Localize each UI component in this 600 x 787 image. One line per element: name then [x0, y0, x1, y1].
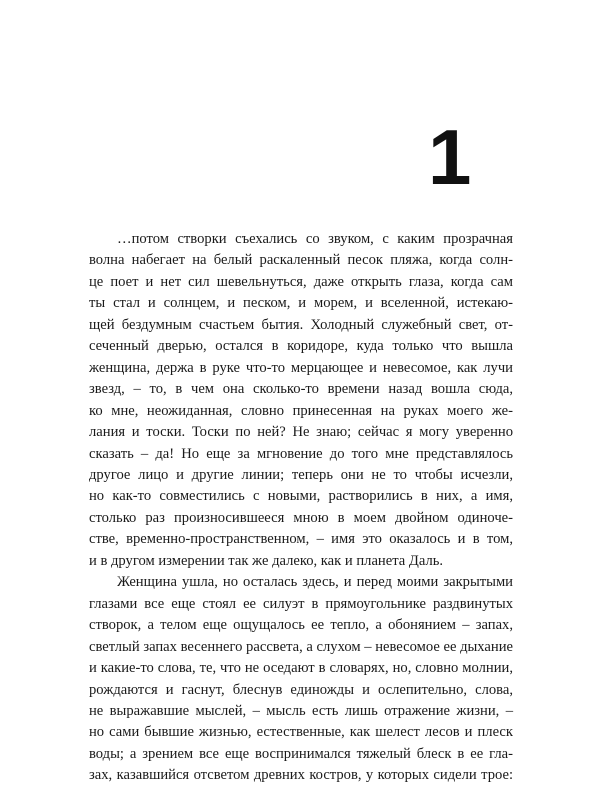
text-line: сеченный дверью, остался в коридоре, куда только что вышла [89, 338, 513, 355]
text-line: но сами бывшие жизнью, естественные, как шелест лесов и плеск [89, 724, 513, 741]
text-line: створок, а телом еще ощущалось ее тепло, а обонянием – запах, [89, 617, 513, 634]
text-line: …потом створки съехались со звуком, с каким прозрачная [117, 231, 513, 247]
text-line: зах, казавшийся отсветом древних костров, у которых сидели трое: [89, 767, 513, 784]
chapter-number: 1 [428, 113, 472, 201]
text-line: и какие-то слова, те, что не оседают в словарях, но, словно молнии, [89, 660, 513, 677]
text-line: другое лицо и другие линии; теперь они не то чтобы исчезли, [89, 466, 513, 483]
text-line: стве, временно-пространственном, – имя это оказалось и в том, [89, 531, 513, 548]
text-line: глазами все еще стоял ее силуэт в прямоугольнике раздвинутых [89, 595, 513, 612]
text-line: щей бездумным счастьем бытия. Холодный служебный свет, от- [89, 316, 513, 333]
body-text [89, 229, 513, 787]
text-line: не выражавшие мыслей, – мысль есть лишь отражение жизни, – [89, 702, 513, 719]
text-line: ко мне, неожиданная, словно принесенная на руках моего же- [89, 402, 513, 419]
text-line: столько раз произносившееся мною в моем двойном одиноче- [89, 509, 513, 526]
paragraph-1 [89, 229, 513, 572]
text-line: ты стал и солнцем, и песком, и морем, и вселенной, истекаю- [89, 295, 513, 312]
text-line: це поет и нет сил шевельнуться, даже открыть глаза, когда сам [89, 273, 513, 290]
text-line: звезд, – то, в чем она сколько-то времени назад вошла сюда, [89, 381, 513, 398]
text-line: светлый запах весеннего рассвета, а слухом – невесомое ее дыхание [89, 638, 513, 655]
paragraph-2 [89, 572, 513, 787]
text-line: волна набегает на белый раскаленный песок пляжа, когда солн- [89, 252, 513, 269]
text-line: воды; а зрением все еще воспринимался тяжелый блеск в ее гла- [89, 745, 513, 762]
text-line: Женщина ушла, но осталась здесь, и перед моими закрытыми [117, 574, 513, 591]
text-line: и в другом измерении так же далеко, как и планета Даль. [89, 552, 444, 569]
text-line: но как-то совместились с новыми, растворились в них, а имя, [89, 488, 513, 505]
text-line: лания и тоски. Тоски по ней? Не знаю; сейчас я могу уверенно [89, 424, 513, 441]
text-line: рождаются и гаснут, блеснув единожды и ослепительно, слова, [89, 681, 513, 698]
text-line: сказать – да! Но еще за мгновение до того мне представлялось [89, 445, 513, 462]
text-line: женщина, держа в руке что-то мерцающее и невесомое, как лучи [89, 359, 513, 376]
